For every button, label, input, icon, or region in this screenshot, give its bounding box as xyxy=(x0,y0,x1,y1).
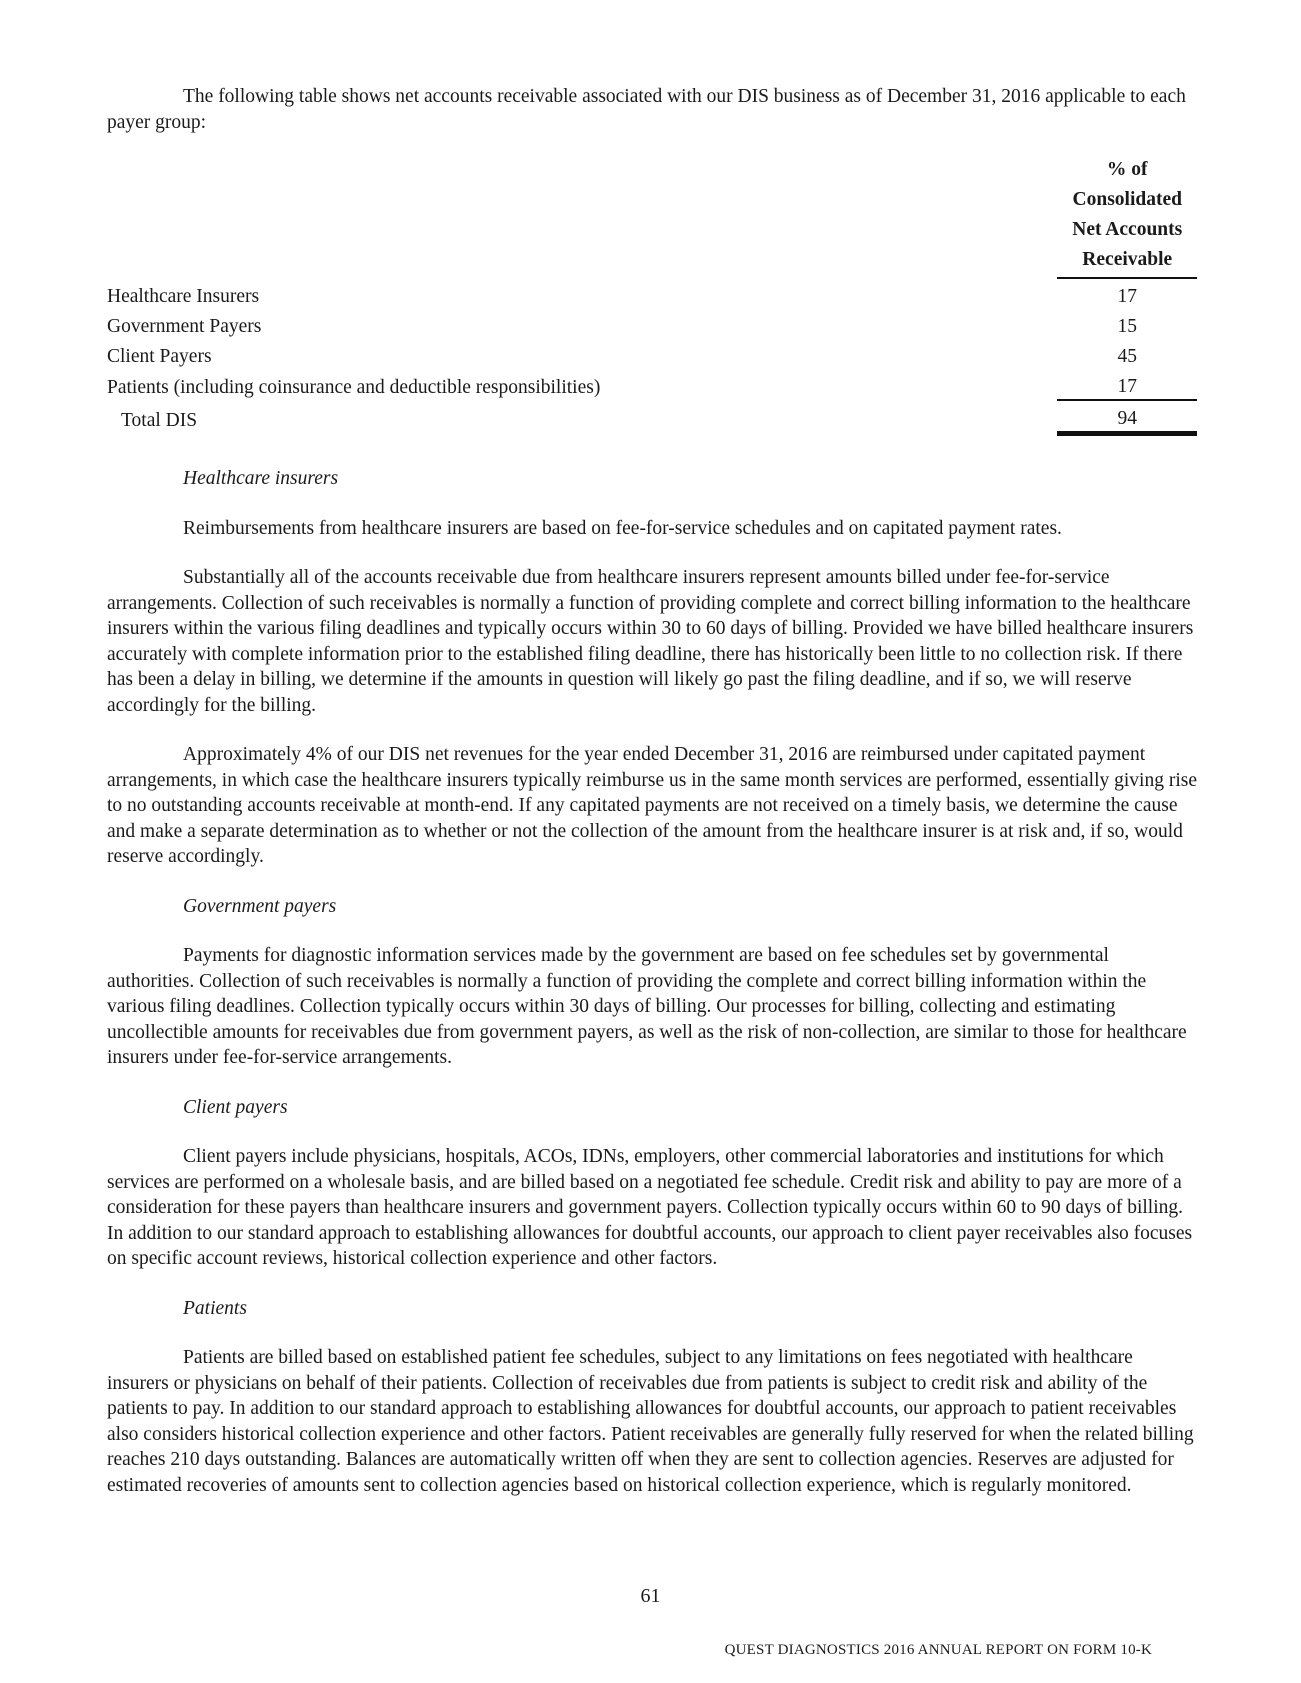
table-row xyxy=(107,309,1197,339)
paragraph: Substantially all of the accounts receivable due from healthcare insurers represent amounts billed under fee-for-service arrangements. Collection of such receivables is normally a function of providing complete and correct billing information to the healthcare insurers within the various filing deadlines and typically occurs within 30 to 60 days of billing. Provided we have billed healthcare insurers accurately with complete information prior to the established filing deadline, there has historically been little to no collection risk. If there has been a delay in billing, we determine if the amounts in question will likely go past the filing deadline, and if so, we will reserve accordingly for the billing. xyxy=(107,567,1194,716)
row-label: Client Payers xyxy=(107,345,212,367)
table-header-blank xyxy=(107,155,1057,278)
row-value: 15 xyxy=(1117,315,1137,337)
row-label: Government Payers xyxy=(107,315,262,337)
row-value: 17 xyxy=(1117,285,1137,307)
table-row xyxy=(107,278,1197,309)
table-row xyxy=(107,369,1197,400)
section-heading-government-payers: Government payers xyxy=(183,895,337,917)
column-header-line-3: Net Accounts xyxy=(1072,219,1183,240)
row-label: Healthcare Insurers xyxy=(107,285,260,307)
row-value: 17 xyxy=(1057,369,1197,400)
section-heading-client-payers: Client payers xyxy=(183,1096,288,1118)
column-header-line-1: % of xyxy=(1106,159,1148,180)
column-header-line-2: Consolidated xyxy=(1072,189,1182,210)
section-heading-healthcare-insurers: Healthcare insurers xyxy=(183,468,339,489)
page-number: 61 xyxy=(640,1585,661,1607)
table-row xyxy=(107,339,1197,369)
paragraph: Client payers include physicians, hospitals, ACOs, IDNs, employers, other commercial laboratories and institutions for which services are performed on a wholesale basis, and are billed based on a negotiated fee schedule. Credit risk and ability to pay are more of a consideration for these payers than healthcare insurers and government payers. Collection typically occurs within 60 to 90 days of billing. In addition to our standard approach to establishing allowances for doubtful accounts, our approach to client payer receivables also focuses on specific account reviews, historical collection experience and other factors. xyxy=(107,1146,1193,1269)
paragraph: Patients are billed based on established patient fee schedules, subject to any limitations on fees negotiated with healthcare insurers or physicians on behalf of their patients. Collection of receivables due from patients is subject to credit risk and ability of the patients to pay. In addition to our standard approach to establishing allowances for doubtful accounts, our approach to patient receivables also considers historical collection experience and other factors. Patient receivables are generally fully reserved for when the related billing reaches 210 days outstanding. Balances are automatically written off when they are sent to collection agencies. Reserves are adjusted for estimated recoveries of amounts sent to collection agencies based on historical collection experience, which is regularly monitored. xyxy=(107,1347,1194,1496)
column-header-pct-receivable xyxy=(1057,155,1197,278)
accounts-receivable-table xyxy=(107,155,1197,436)
row-label: Patients (including coinsurance and deductible responsibilities) xyxy=(107,376,601,398)
document-page xyxy=(107,84,1197,1522)
section-heading-patients: Patients xyxy=(183,1297,247,1319)
page-footer xyxy=(0,1584,1301,1612)
total-value: 94 xyxy=(1057,400,1197,434)
column-header-line-4: Receivable xyxy=(1082,249,1173,270)
row-value: 45 xyxy=(1117,345,1137,367)
paragraph: Approximately 4% of our DIS net revenues for the year ended December 31, 2016 are reimbursed under capitated payment arrangements, in which case the healthcare insurers typically reimburse us in the same month services are performed, essentially giving rise to no outstanding accounts receivable at month-end. If any capitated payments are not received on a timely basis, we determine the cause and make a separate determination as to whether or not the collection of the amount from the healthcare insurer is at risk and, if so, would reserve accordingly. xyxy=(107,744,1198,867)
paragraph: Reimbursements from healthcare insurers are based on fee-for-service schedules and on capitated payment rates. xyxy=(183,517,1062,539)
table-total-row xyxy=(107,400,1197,434)
running-title: QUEST DIAGNOSTICS 2016 ANNUAL REPORT ON FORM 10-K xyxy=(724,1642,1152,1658)
total-label: Total DIS xyxy=(121,410,198,431)
intro-paragraph: The following table shows net accounts receivable associated with our DIS business as of December 31, 2016 applicable to each payer group: xyxy=(107,86,1186,133)
paragraph: Payments for diagnostic information services made by the government are based on fee schedules set by governmental authorities. Collection of such receivables is normally a function of providing the complete and correct billing information within the various filing deadlines. Collection typically occurs within 30 days of billing. Our processes for billing, collecting and estimating uncollectible amounts for receivables due from government payers, as well as the risk of non-collection, are similar to those for healthcare insurers under fee-for-service arrangements. xyxy=(107,945,1187,1068)
